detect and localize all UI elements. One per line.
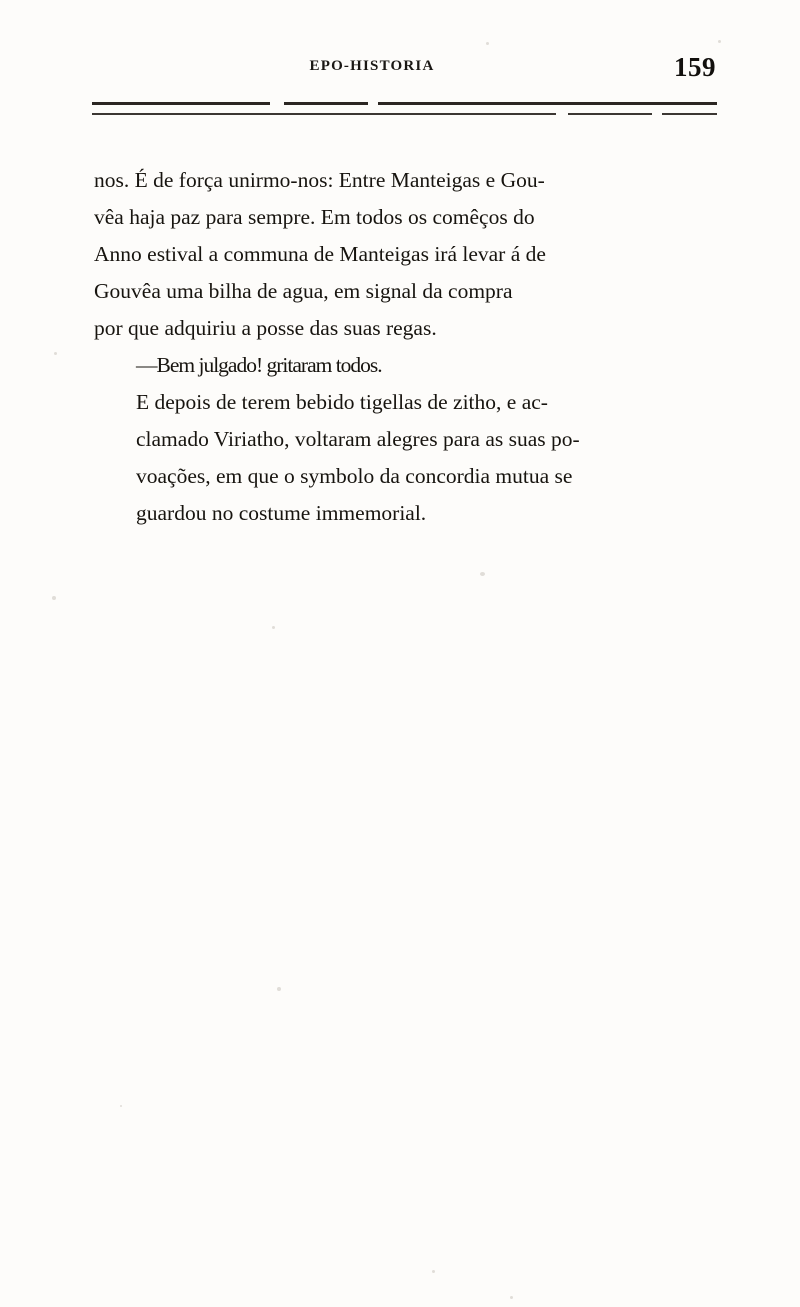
scan-speck [480,572,485,576]
body-line: Gouvêa uma bilha de agua, em signal da compra [94,279,513,303]
scan-speck [432,1270,435,1273]
body-line: clamado Viriatho, voltaram alegres para as suas po- [136,427,580,451]
scan-speck [718,40,721,43]
page-number: 159 [674,52,716,82]
running-head: EPO-HISTORIA [309,58,435,74]
header-rule-bottom [92,113,717,115]
scan-speck [52,596,56,600]
rule-break [270,101,284,105]
body-line: nos. É de força unirmo-nos: Entre Manteigas e Gou- [94,168,545,192]
rule-break [368,101,378,105]
page-body [94,162,716,532]
body-line: voações, em que o symbolo da concordia mutua se [136,464,573,488]
body-line: por que adquiriu a posse das suas regas. [94,316,437,340]
body-line: guardou no costume immemorial. [136,501,427,525]
scan-speck [486,42,489,45]
scan-speck [272,626,275,629]
page-header [92,52,716,86]
body-line: —Bem julgado! gritaram todos. [136,353,382,377]
rule-break [556,112,568,116]
paragraph-e-depois [94,384,716,532]
scan-speck [277,987,281,991]
paragraph-bem-julgado [94,347,716,384]
rule-break [652,112,662,116]
body-line: E depois de terem bebido tigellas de zitho, e ac- [136,390,548,414]
scan-speck [54,352,57,355]
header-rule-top [92,102,717,105]
scan-speck [510,1296,513,1299]
body-line: Anno estival a communa de Manteigas irá levar á de [94,242,546,266]
body-line: vêa haja paz para sempre. Em todos os comêços do [94,205,535,229]
paragraph-unirmo-nos [94,162,716,347]
scan-speck [120,1105,122,1107]
